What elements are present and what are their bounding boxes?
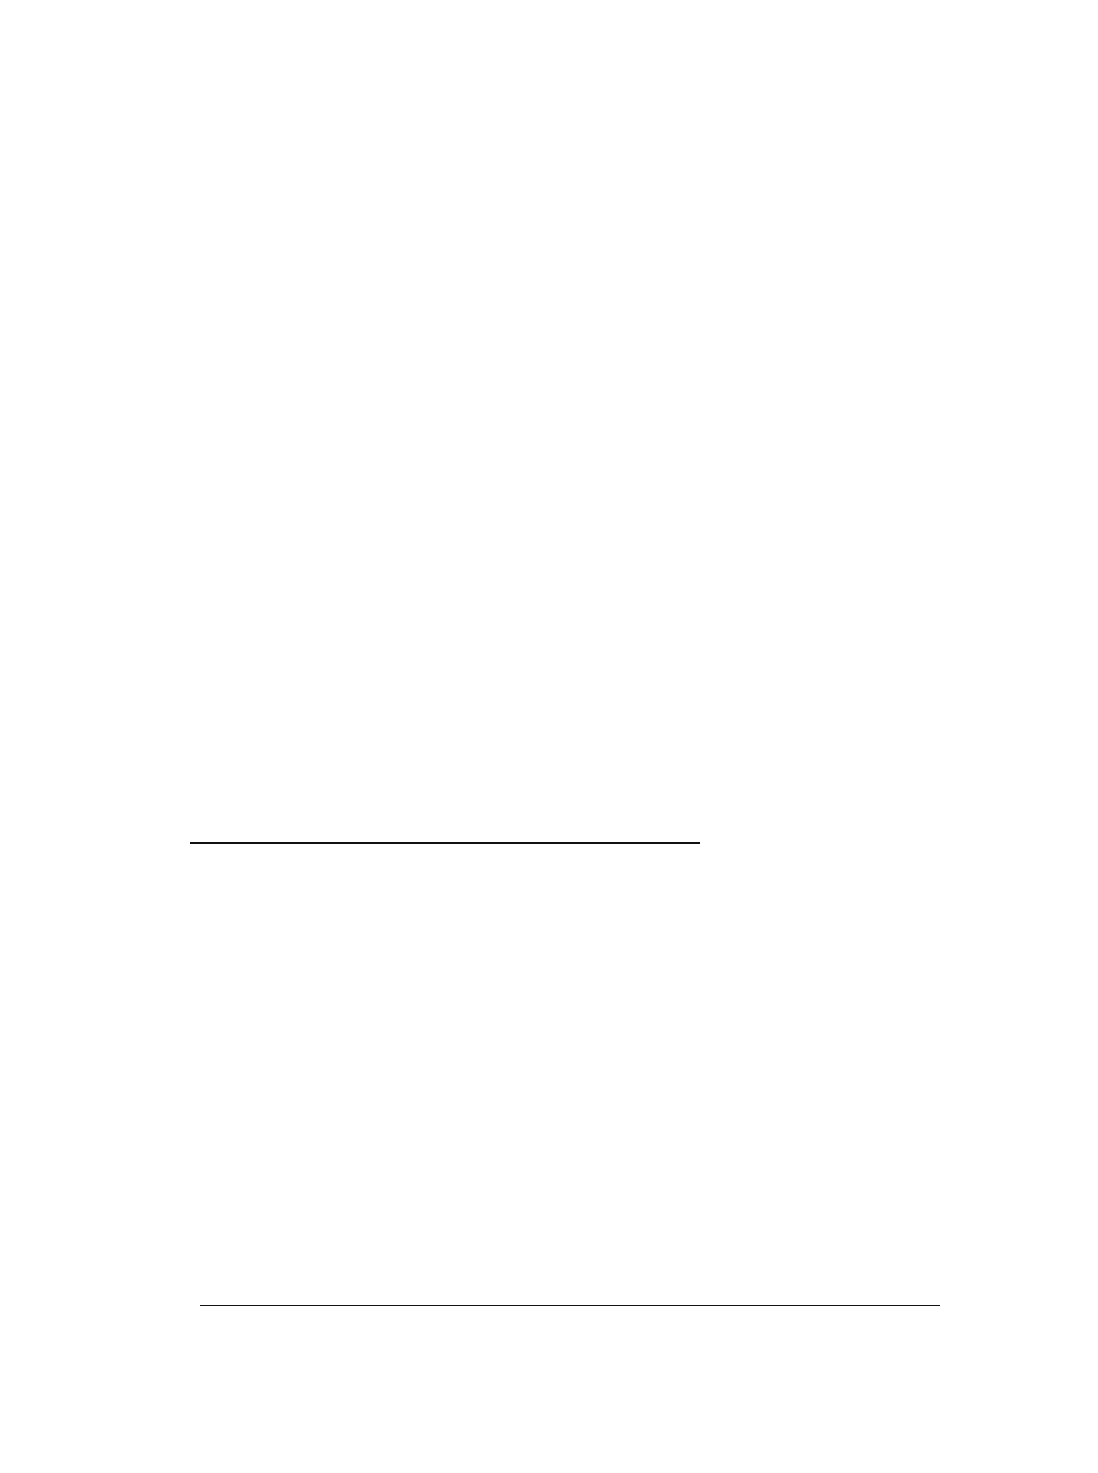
body-text [190,880,980,943]
quoted-passage [185,100,705,114]
section-divider [190,842,700,844]
footnote-divider [200,1305,940,1306]
